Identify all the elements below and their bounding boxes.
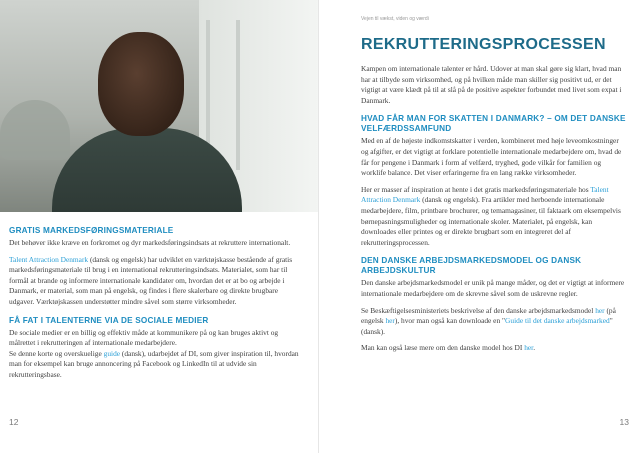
right-page <box>319 0 638 453</box>
link-guide[interactable]: guide <box>103 348 121 358</box>
paragraph-text: (dansk og engelsk) har udviklet en værktøjskasse bestående af gratis markedsføringsmateriale til brug i en international rekrutteringsindsats. Materialet, som har til formål at brande og informere internationale kandidater om, hvordan det er at bo og arbejde i Danmark, er material, som man på engelsk, og findes i flere skalerbare og direkte brugbare udgaver. Værktøjskassen understøtter mindre såvel som større virksomheder. <box>9 254 293 306</box>
paragraph: Med en af de højeste indkomstskatter i verden, kombineret med høje leveomkostninger og afgifter, er det vigtigt at forklare potentielle internationale medarbejdere om, hvad de får for pengene i Danmark i form af velfærd, tryghed, gode vilkår for familien og worklife balance. Det viser erfaringerne fra en lang række virksomheder. <box>361 136 622 178</box>
paragraph-text: (dansk og engelsk). Fra artikler med herboende internationale medarbejdere, film, printbare brochurer, og temamagasiner, til faktaark om eksempelvis børnepasningsmuligheder og internationale skoler. Materialet, på engelsk, kan downloades eller printes og er direkte brugbart som en integreret del af rekrutteringsprocessen. <box>361 195 621 247</box>
paragraph <box>9 255 305 308</box>
page-number: 12 <box>9 417 19 427</box>
section-body <box>9 328 305 381</box>
link-di-her[interactable]: her <box>524 343 534 353</box>
section-body <box>361 136 627 248</box>
right-text-column <box>361 16 627 360</box>
link-guide-arbejdsmarked[interactable]: Guide til det danske arbejdsmarked <box>505 316 610 326</box>
paragraph-text: " (dansk). <box>361 316 613 336</box>
paragraph-text: Se denne korte og overskuelige <box>9 348 104 358</box>
paragraph: Kampen om internationale talenter er hård. Udover at man skal gøre sig klart, hvad man har at tilbyde som virksomhed, og på hvilken måde man skiller sig positivt ud, er det vigtigt at være klædt på til at slå på de positive aspekter forbundet med livet som expat i Danmark. <box>361 64 622 105</box>
paragraph-text: Her er masser af inspiration at hente i det gratis markedsføringsmateriale hos <box>361 184 591 194</box>
paragraph: Det behøver ikke kræve en forkromet og dyr markedsføringsindsats at rekruttere internationalt. <box>9 238 291 247</box>
paragraph <box>361 185 627 249</box>
paragraph-text: (dansk), udarbejdet af DI, som giver inspiration til, hvordan man for eksempel kan bruge annoncering på Facebook og LinkedIn til at udvide sin rekrutteringsbase. <box>9 348 299 379</box>
section-body <box>9 238 305 308</box>
section-heading: GRATIS MARKEDSFØRINGSMATERIALE <box>9 226 174 235</box>
paragraph <box>361 343 627 354</box>
paragraph: Den danske arbejdsmarkedsmodel er unik på mange måder, og det er vigtigt at informere internationale medarbejdere om de skrevne såvel som de uskrevne regler. <box>361 278 625 298</box>
running-header: Vejen til vækst, viden og værdi <box>361 16 429 22</box>
paragraph-text: . <box>533 343 536 353</box>
paragraph-text: ), hvor man også kan downloade en " <box>394 316 506 326</box>
link-talent-attraction[interactable]: Talent Attraction Denmark <box>9 254 89 264</box>
portrait-photo <box>0 0 319 212</box>
paragraph-text: (på engelsk <box>361 305 616 326</box>
paragraph: De sociale medier er en billig og effektiv måde at kommunikere på og kan bruges aktivt og målrettet i rekrutteringen af internationale medarbejdere. <box>9 327 279 348</box>
paragraph-text: Man kan også læse mere om den danske model hos DI <box>361 343 525 353</box>
left-text-column <box>9 226 305 387</box>
section-heading: DEN DANSKE ARBEJDSMARKEDSMODEL OG DANSK ARBEJDSKULTUR <box>361 256 582 276</box>
intro <box>361 64 627 106</box>
page-title: REKRUTTERINGSPROCESSEN <box>361 36 606 53</box>
paragraph <box>361 306 627 338</box>
link-talent-attraction[interactable]: Talent Attraction Denmark <box>361 184 609 205</box>
section-heading: FÅ FAT I TALENTERNE VIA DE SOCIALE MEDIER <box>9 315 209 325</box>
section-heading: HVAD FÅR MAN FOR SKATTEN I DANMARK? – OM DET DANSKE VELFÆRDSSAMFUND <box>361 114 626 134</box>
link-her[interactable]: her <box>595 305 605 315</box>
paragraph-text: Se Beskæftigelsesministeriets beskrivelse af den danske arbejdsmarkedsmodel <box>361 305 596 315</box>
link-her-english[interactable]: her <box>385 316 395 326</box>
section-body <box>361 278 627 354</box>
page-number: 13 <box>619 417 629 427</box>
paragraph <box>9 349 305 381</box>
